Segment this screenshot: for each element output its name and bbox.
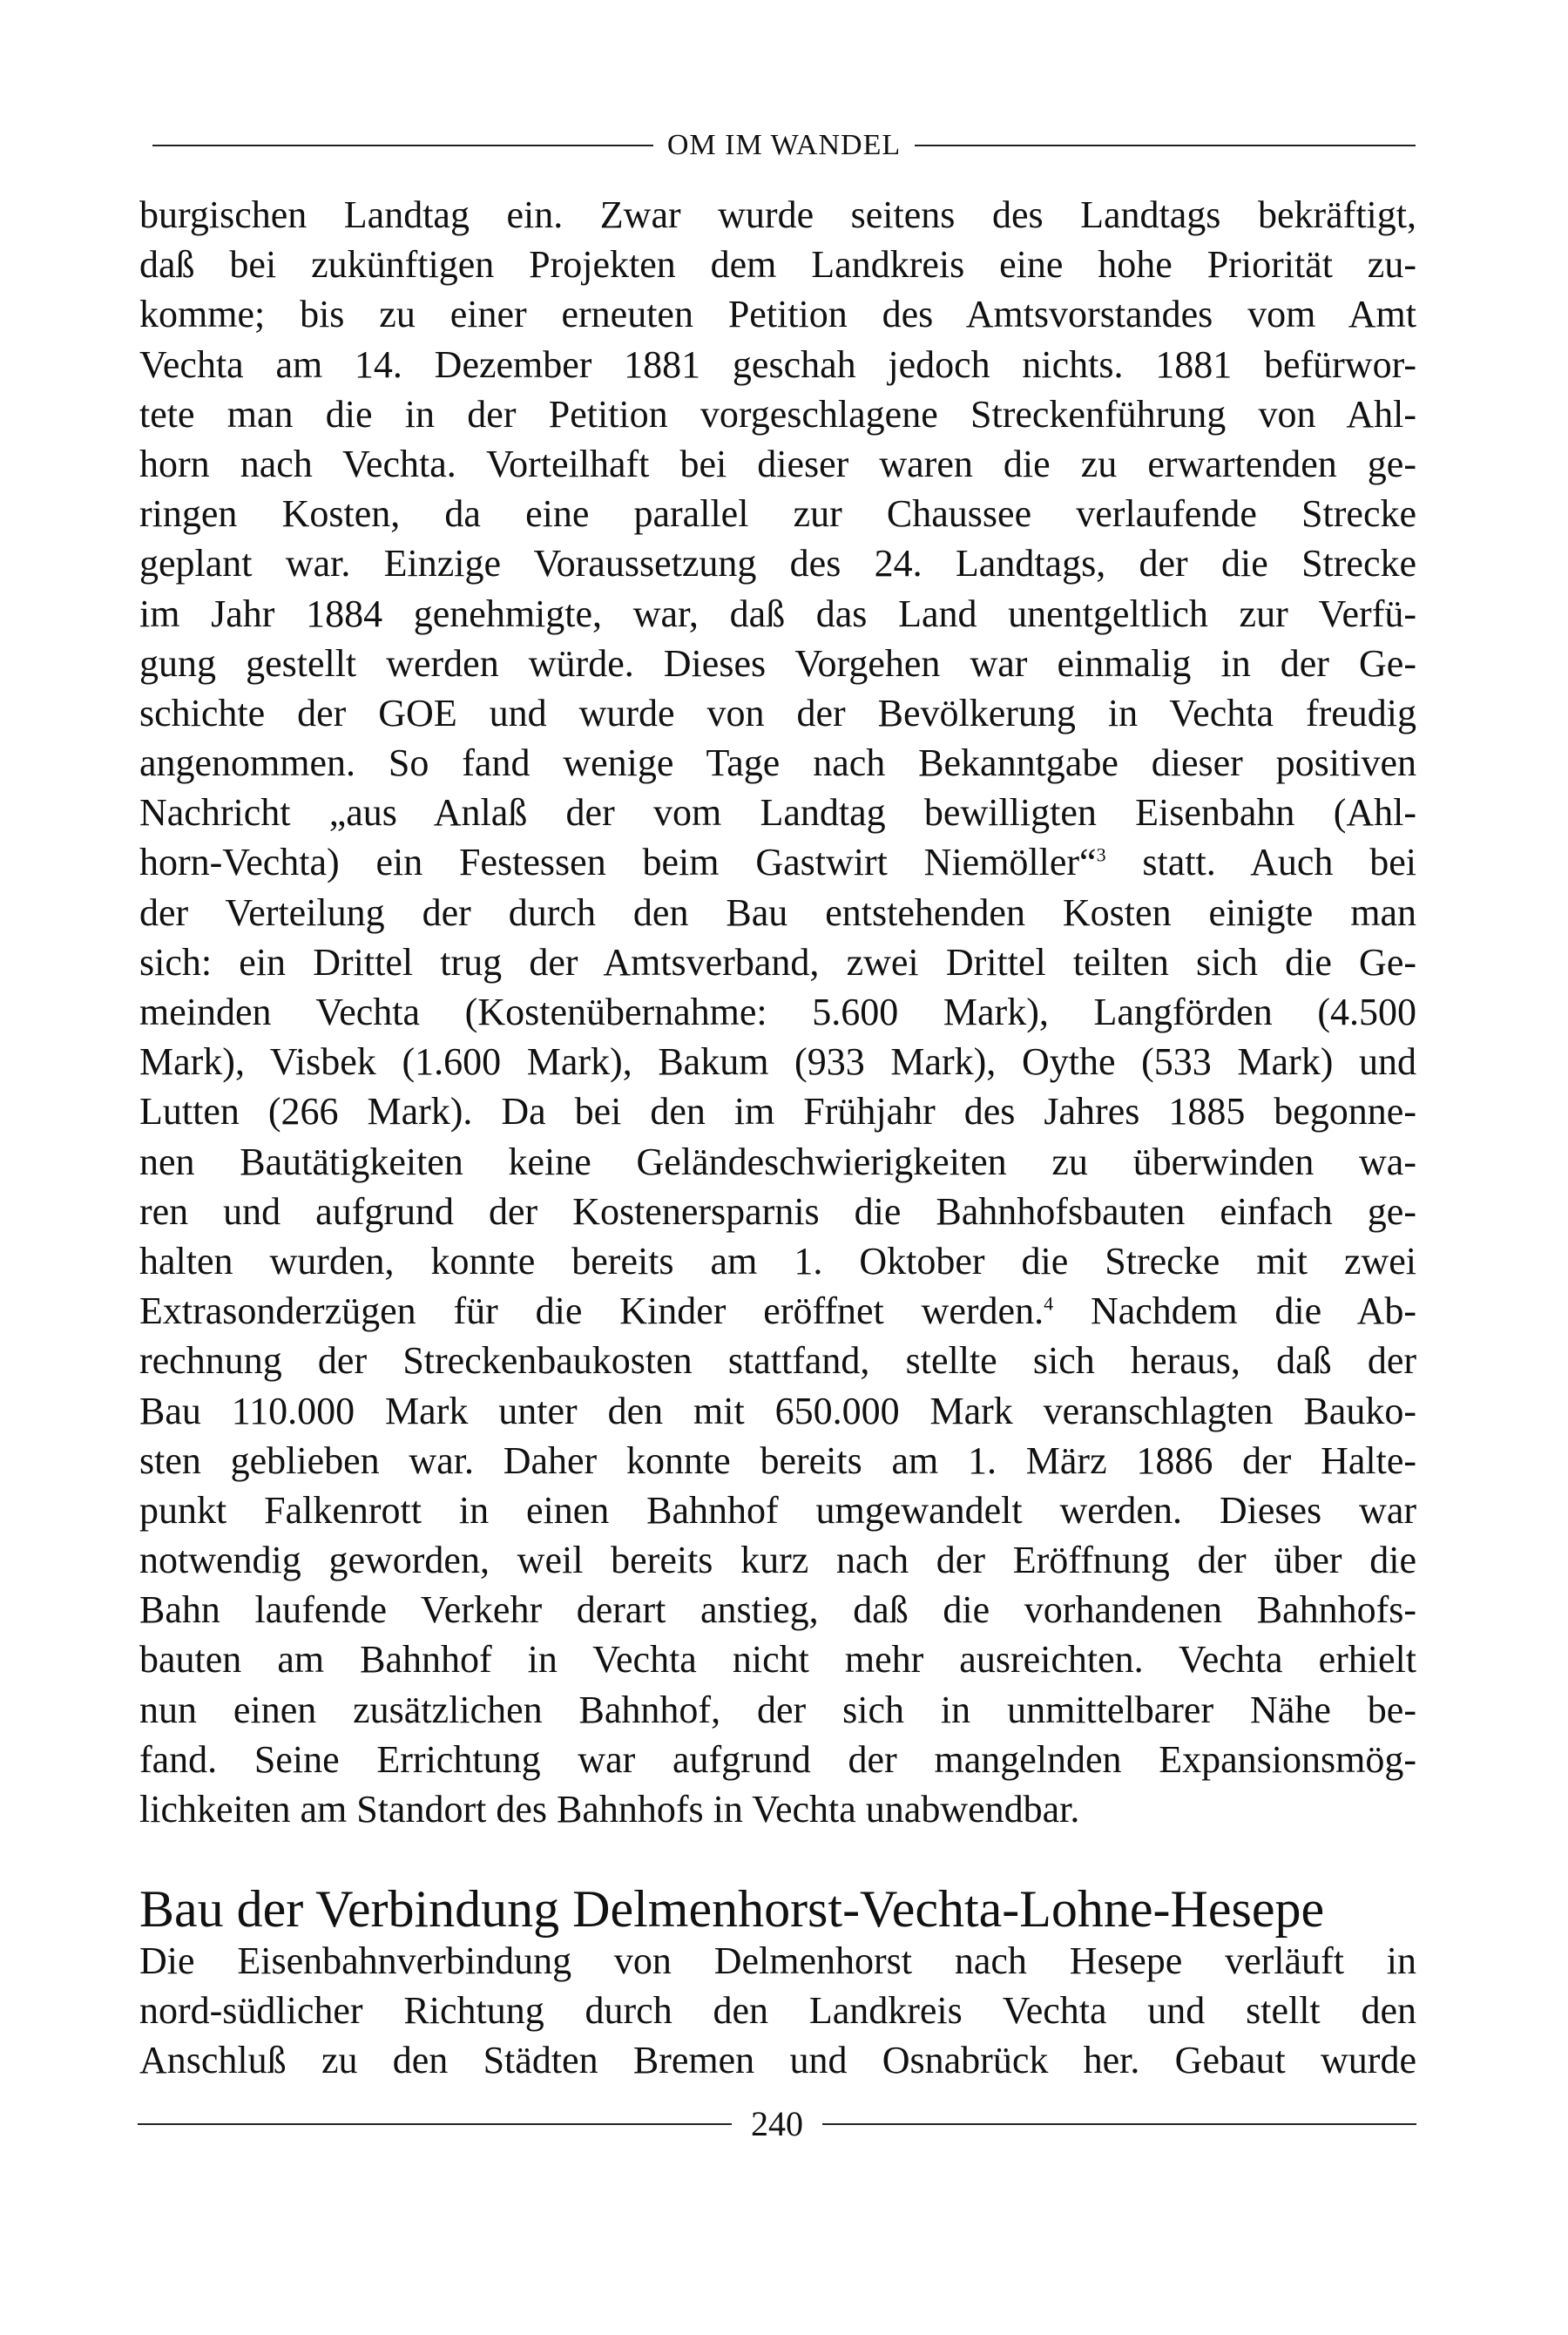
section-text bbox=[139, 1936, 1416, 2086]
text-line: sich: ein Drittel trug der Amtsverband, zwei Drittel teilten sich die Ge- bbox=[139, 940, 1416, 984]
text-line: Vechta am 14. Dezember 1881 geschah jedoch nichts. 1881 befürwor- bbox=[139, 342, 1416, 386]
text-line: komme; bis zu einer erneuten Petition des Amtsvorstandes vom Amt bbox=[139, 293, 1416, 336]
text-line: Bahn laufende Verkehr derart anstieg, daß die vorhandenen Bahnhofs- bbox=[139, 1588, 1416, 1632]
text-line: meinden Vechta (Kostenübernahme: 5.600 Mark), Langförden (4.500 bbox=[139, 991, 1416, 1033]
text-line: im Jahr 1884 genehmigte, war, daß das Land unentgeltlich zur Verfü- bbox=[139, 592, 1416, 635]
text-line: nun einen zusätzlichen Bahnhof, der sich in unmittelbarer Nähe be- bbox=[139, 1688, 1416, 1731]
text-line: geplant war. Einzige Voraussetzung des 24. Landtags, der die Strecke bbox=[139, 542, 1416, 585]
text-line: bauten am Bahnhof in Vechta nicht mehr ausreichten. Vechta erhielt bbox=[139, 1638, 1416, 1682]
text-line-with-footnote bbox=[139, 1286, 1416, 1336]
text-line: schichte der GOE und wurde von der Bevölkerung in Vechta freudig bbox=[139, 691, 1416, 734]
text-line: punkt Falkenrott in einen Bahnhof umgewandelt werden. Dieses war bbox=[139, 1488, 1416, 1532]
text-line: horn nach Vechta. Vorteilhaft bei dieser waren die zu erwartenden ge- bbox=[139, 442, 1416, 485]
text-line: der Verteilung der durch den Bau entstehenden Kosten einigte man bbox=[139, 890, 1416, 934]
header-rule-left bbox=[152, 145, 653, 146]
text-line: lichkeiten am Standort des Bahnhofs in Vechta unabwendbar. bbox=[139, 1788, 1080, 1831]
text-line: ringen Kosten, da eine parallel zur Chaussee verlaufende Strecke bbox=[139, 492, 1416, 536]
footer-rule-right bbox=[822, 2123, 1416, 2125]
footer-rule-left bbox=[138, 2123, 732, 2125]
text-line: tete man die in der Petition vorgeschlagene Streckenführung von Ahl- bbox=[139, 392, 1416, 436]
text-line: Bau 110.000 Mark unter den mit 650.000 Mark veranschlagten Bauko- bbox=[139, 1389, 1416, 1432]
text-line-part: Extrasonderzügen für die Kinder eröffnet werden. bbox=[139, 1289, 1044, 1333]
text-line: angenommen. So fand wenige Tage nach Bekanntgabe dieser positiven bbox=[139, 741, 1416, 785]
page-number: 240 bbox=[751, 2104, 803, 2143]
text-line: nord-südlicher Richtung durch den Landkreis Vechta und stellt den bbox=[139, 1989, 1416, 2033]
text-line: ren und aufgrund der Kostenersparnis die Bahnhofsbauten einfach ge- bbox=[139, 1189, 1416, 1233]
text-line-part: Nachdem die Ab- bbox=[1090, 1289, 1417, 1333]
text-line: Lutten (266 Mark). Da bei den im Frühjahr des Jahres 1885 begonne- bbox=[139, 1090, 1416, 1134]
text-line-part: statt. Auch bei bbox=[1142, 841, 1416, 884]
text-line: Mark), Visbek (1.600 Mark), Bakum (933 Mark), Oythe (533 Mark) und bbox=[139, 1040, 1416, 1084]
page-footer bbox=[138, 2103, 1416, 2144]
text-line: Die Eisenbahnverbindung von Delmenhorst nach Hesepe verläuft in bbox=[139, 1939, 1416, 1982]
running-title: OM IM WANDEL bbox=[666, 129, 902, 161]
text-line-with-footnote bbox=[139, 837, 1416, 887]
text-line: sten geblieben war. Daher konnte bereits am 1. März 1886 der Halte- bbox=[139, 1438, 1416, 1482]
text-line: gung gestellt werden würde. Dieses Vorgehen war einmalig in der Ge- bbox=[139, 641, 1416, 685]
text-line: Anschluß zu den Städten Bremen und Osnabrück her. Gebaut wurde bbox=[139, 2039, 1416, 2082]
text-line-part: horn-Vechta) ein Festessen beim Gastwirt Niemöller“ bbox=[139, 841, 1097, 884]
section-heading: Bau der Verbindung Delmenhorst-Vechta-Lohne-Hesepe bbox=[139, 1880, 1325, 1938]
footnote-ref-3: 3 bbox=[1096, 843, 1106, 866]
text-line: nen Bautätigkeiten keine Geländeschwierigkeiten zu überwinden wa- bbox=[139, 1140, 1416, 1183]
text-line: halten wurden, konnte bereits am 1. Oktober die Strecke mit zwei bbox=[139, 1239, 1416, 1283]
body-text bbox=[139, 190, 1416, 1834]
text-line: Nachricht „aus Anlaß der vom Landtag bewilligten Eisenbahn (Ahl- bbox=[139, 791, 1416, 835]
header-rule-right bbox=[915, 145, 1416, 146]
text-line: daß bei zukünftigen Projekten dem Landkreis eine hohe Priorität zu- bbox=[139, 243, 1416, 287]
footnote-ref-4: 4 bbox=[1044, 1292, 1054, 1315]
running-head bbox=[152, 129, 1416, 162]
text-line: fand. Seine Errichtung war aufgrund der mangelnden Expansionsmög- bbox=[139, 1737, 1416, 1781]
text-line: burgischen Landtag ein. Zwar wurde seitens des Landtags bekräftigt, bbox=[139, 193, 1416, 236]
text-line: rechnung der Streckenbaukosten stattfand, stellte sich heraus, daß der bbox=[139, 1339, 1416, 1383]
text-line: notwendig geworden, weil bereits kurz nach der Eröffnung der über die bbox=[139, 1539, 1416, 1582]
